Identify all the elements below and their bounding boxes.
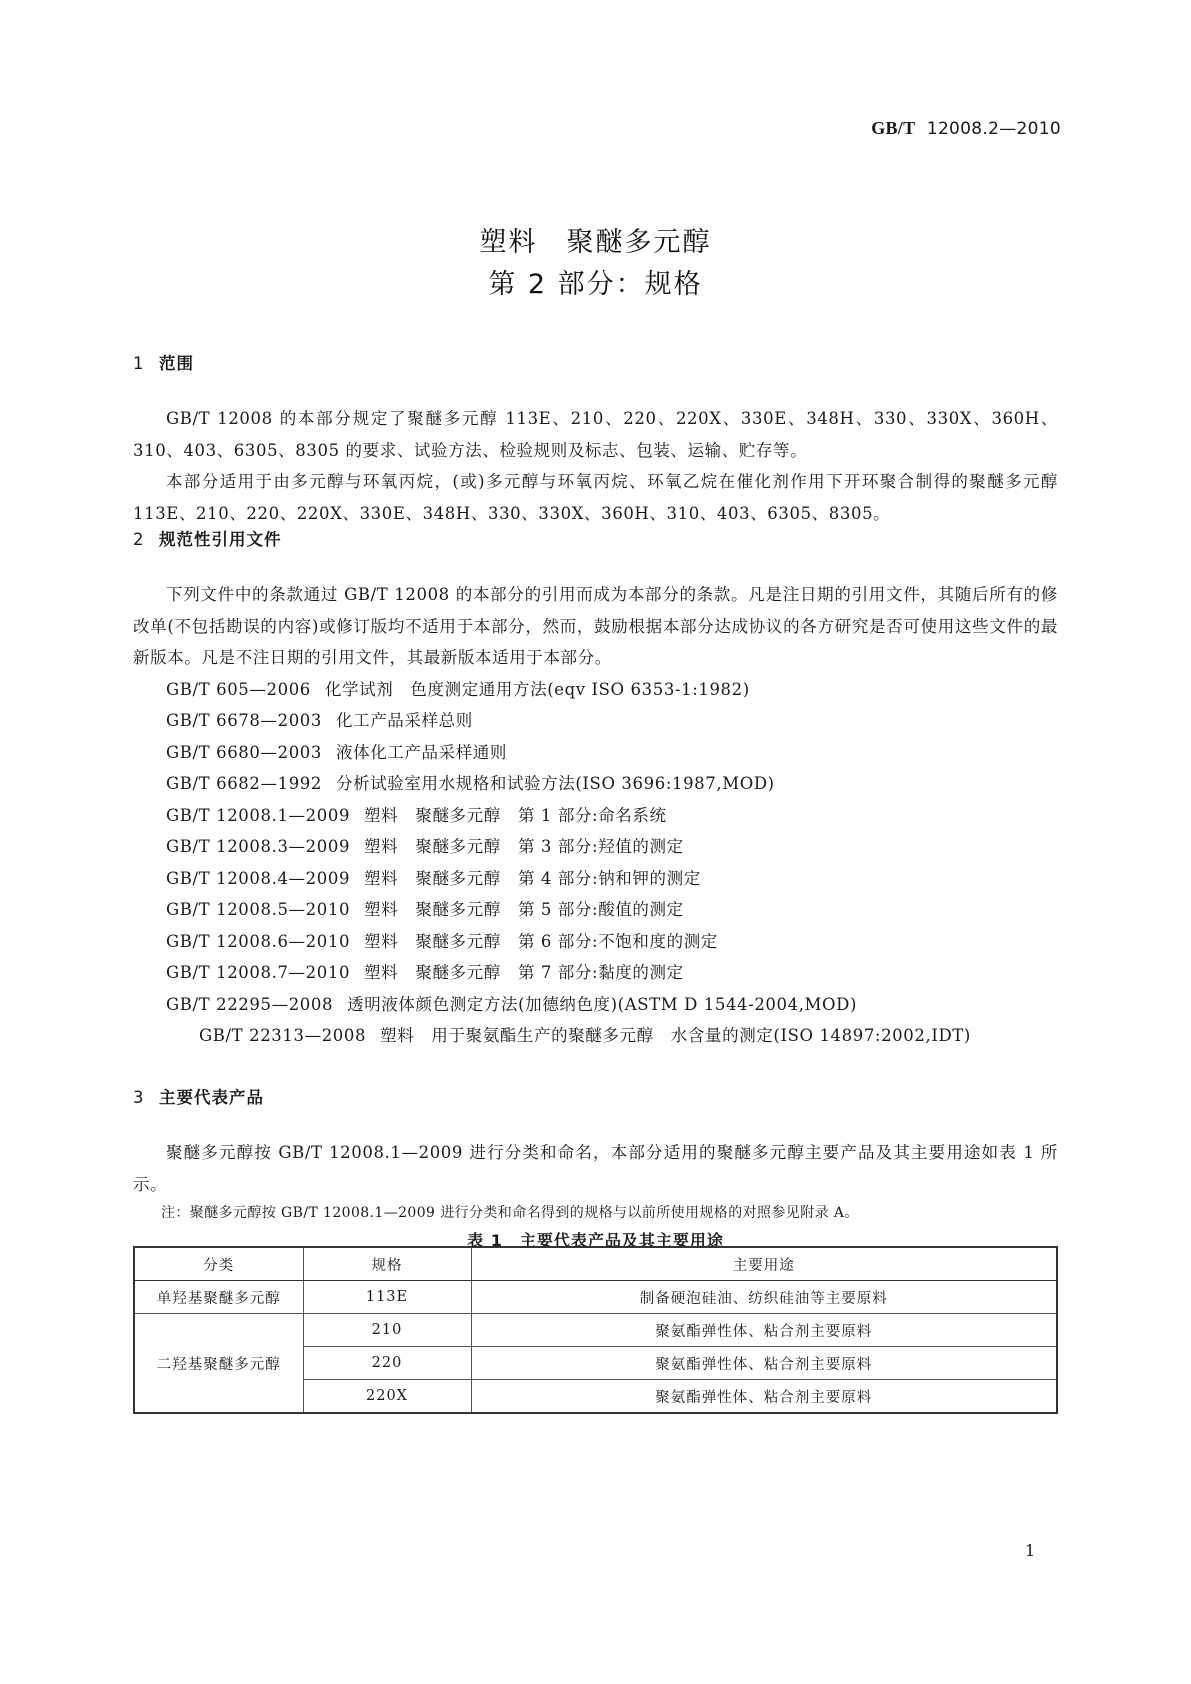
reference-title: 塑料 聚醚多元醇 第 5 部分:酸值的测定 [364, 900, 684, 919]
cell-spec: 220 [303, 1347, 471, 1380]
reference-code: GB/T 12008.7—2010 [166, 963, 351, 982]
reference-code: GB/T 12008.5—2010 [166, 900, 351, 919]
reference-title: 塑料 用于聚氨酯生产的聚醚多元醇 水含量的测定(ISO 14897:2002,IDT) [380, 1026, 971, 1045]
standard-prefix: GB/T [871, 118, 916, 138]
section-number: 3 [133, 1088, 145, 1107]
reference-code: GB/T 12008.6—2010 [166, 931, 351, 951]
reference-item [133, 768, 1058, 800]
reference-code: GB/T 22313—2008 [199, 1026, 367, 1045]
reference-item [133, 957, 1058, 989]
section-number: 2 [133, 530, 145, 549]
reference-item [133, 705, 1058, 737]
table-row [134, 1281, 1057, 1314]
cell-category: 单羟基聚醚多元醇 [134, 1281, 303, 1314]
reference-title: 塑料 聚醚多元醇 第 7 部分:黏度的测定 [364, 963, 684, 982]
reference-code: GB/T 12008.3—2009 [166, 837, 351, 856]
section-title: 范围 [159, 354, 194, 373]
section-normative-references [133, 525, 1058, 1052]
section-scope [133, 349, 1058, 529]
reference-code: GB/T 12008.1—2009 [166, 805, 351, 825]
reference-code: GB/T 6678—2003 [166, 711, 322, 730]
title-line-1: 塑料 聚醚多元醇 [479, 227, 712, 258]
cell-spec: 210 [303, 1314, 471, 1347]
reference-code: GB/T 605—2006 [166, 679, 311, 699]
reference-title: 液体化工产品采样通则 [336, 742, 507, 762]
reference-item [133, 800, 1058, 832]
reference-title: 塑料 聚醚多元醇 第 4 部分:钠和钾的测定 [364, 868, 701, 888]
reference-item [133, 674, 1058, 706]
section-heading [133, 1083, 1058, 1113]
section-number: 1 [133, 354, 145, 373]
reference-item [133, 926, 1058, 958]
title-line-2: 第 2 部分：规格 [488, 269, 703, 300]
header-spec: 规格 [303, 1247, 471, 1281]
table-row [134, 1314, 1057, 1347]
reference-item [133, 831, 1058, 863]
cell-use: 制备硬泡硅油、纺织硅油等主要原料 [471, 1281, 1057, 1314]
section-main-products [133, 1083, 1058, 1256]
reference-item [133, 863, 1058, 895]
cell-use: 聚氨酯弹性体、粘合剂主要原料 [471, 1314, 1057, 1347]
standard-code: 12008.2—2010 [926, 119, 1061, 139]
reference-title: 分析试验室用水规格和试验方法(ISO 3696:1987,MOD) [336, 774, 775, 793]
paragraph: 下列文件中的条款通过 GB/T 12008 的本部分的引用而成为本部分的条款。凡是注日期的引用文件，其随后所有的修改单(不包括勘误的内容)或修订版均不适用于本部分，然而，鼓励根据本部分达成协议的各方研究是否可使用这些文件的最新版本。凡是不注日期的引用文件，其最新版本适用于本部分。 [133, 585, 1058, 667]
paragraph: GB/T 12008 的本部分规定了聚醚多元醇 113E、210、220、220X、330E、348H、330、330X、360H、310、403、6305、8305 的要求、试验方法、检验规则及标志、包装、运输、贮存等。 [133, 409, 1058, 460]
cell-spec: 113E [303, 1281, 471, 1314]
reference-code: GB/T 12008.4—2009 [166, 868, 351, 888]
note: 注：聚醚多元醇按 GB/T 12008.1—2009 进行分类和命名得到的规格与以前所使用规格的对照参见附录 A。 [161, 1205, 859, 1221]
document-title [0, 222, 1191, 306]
cell-use: 聚氨酯弹性体、粘合剂主要原料 [471, 1380, 1057, 1414]
reference-title: 化工产品采样总则 [336, 711, 473, 730]
header-use: 主要用途 [471, 1247, 1057, 1281]
reference-title: 塑料 聚醚多元醇 第 1 部分:命名系统 [364, 805, 667, 825]
cell-category: 二羟基聚醚多元醇 [134, 1314, 303, 1414]
reference-item [133, 894, 1058, 926]
reference-title: 塑料 聚醚多元醇 第 3 部分:羟值的测定 [364, 837, 684, 856]
cell-use: 聚氨酯弹性体、粘合剂主要原料 [471, 1347, 1057, 1380]
table-header-row [134, 1247, 1057, 1281]
reference-item [133, 1020, 1058, 1052]
reference-title: 透明液体颜色测定方法(加德纳色度)(ASTM D 1544-2004,MOD) [347, 994, 858, 1014]
table-caption: 表 1 主要代表产品及其主要用途 [467, 1231, 724, 1250]
reference-code: GB/T 22295—2008 [166, 994, 334, 1014]
reference-title: 化学试剂 色度测定通用方法(eqv ISO 6353-1:1982) [324, 679, 750, 699]
reference-item [133, 989, 1058, 1021]
products-table [133, 1246, 1058, 1414]
section-title: 主要代表产品 [159, 1088, 264, 1107]
reference-code: GB/T 6680—2003 [166, 742, 322, 762]
page-number: 1 [1025, 1541, 1036, 1560]
reference-code: GB/T 6682—1992 [166, 774, 322, 793]
paragraph: 聚醚多元醇按 GB/T 12008.1—2009 进行分类和命名，本部分适用的聚醚多元醇主要产品及其主要用途如表 1 所示。 [133, 1143, 1058, 1194]
cell-spec: 220X [303, 1380, 471, 1414]
section-heading [133, 525, 1058, 555]
header-category: 分类 [134, 1247, 303, 1281]
standard-number [871, 118, 1061, 139]
reference-item [133, 737, 1058, 769]
paragraph: 本部分适用于由多元醇与环氧丙烷，(或)多元醇与环氧丙烷、环氧乙烷在催化剂作用下开环聚合制得的聚醚多元醇 113E、210、220、220X、330E、348H、330、330X、360H、310、403、6305、8305。 [133, 472, 1058, 523]
section-heading [133, 349, 1058, 379]
section-title: 规范性引用文件 [159, 530, 282, 549]
reference-title: 塑料 聚醚多元醇 第 6 部分:不饱和度的测定 [364, 931, 718, 951]
